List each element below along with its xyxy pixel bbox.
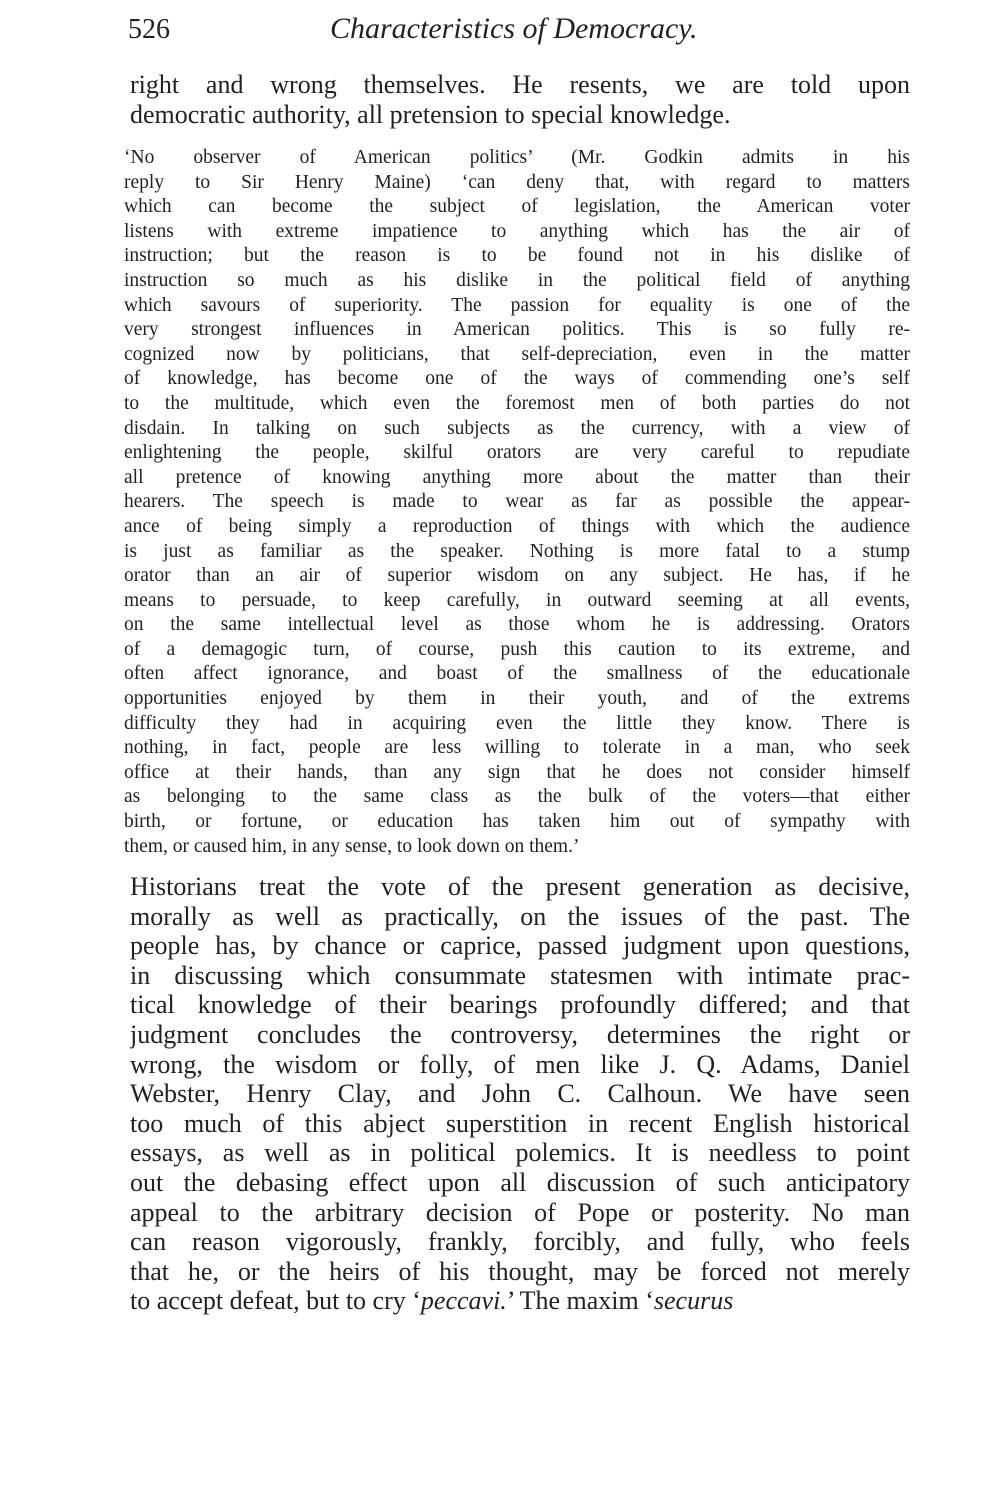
text-line: tical knowledge of their bearings profoundly differed; and that: [130, 990, 910, 1020]
text-line: of knowledge, has become one of the ways of commending one’s self: [124, 368, 910, 390]
text-line: means to persuade, to keep carefully, in outward seeming at all events,: [124, 589, 910, 611]
text-line: judgment concludes the controversy, determines the right or: [130, 1019, 910, 1049]
text-line: essays, as well as in political polemics. It is needless to point: [130, 1138, 910, 1168]
text-line: instruction; but the reason is to be found not in his dislike of: [124, 245, 910, 267]
text-line: democratic authority, all pretension to special knowledge.: [130, 100, 731, 129]
text-line: out the debasing effect upon all discussion of such anticipatory: [130, 1167, 910, 1197]
text-line: nothing, in fact, people are less willing to tolerate in a man, who seek: [124, 737, 910, 759]
text-line: enlightening the people, skilful orators are very careful to repudiate: [124, 442, 910, 464]
text-line: birth, or fortune, or education has taken him out of sympathy with: [124, 811, 910, 833]
text-line: difficulty they had in acquiring even the little they know. There is: [124, 712, 910, 734]
text-line: all pretence of knowing anything more about the matter than their: [124, 466, 910, 488]
text-line: right and wrong themselves. He resents, we are told upon: [130, 70, 910, 99]
text-line: instruction so much as his dislike in the political field of anything: [124, 269, 910, 291]
block-quote: [124, 146, 910, 859]
text-line: can reason vigorously, frankly, forcibly, and fully, who feels: [130, 1227, 910, 1257]
text-line: very strongest influences in American politics. This is so fully re-: [124, 319, 910, 341]
text-line: is just as familiar as the speaker. Nothing is more fatal to a stump: [124, 540, 910, 562]
text-line: hearers. The speech is made to wear as far as possible the appear-: [124, 491, 910, 513]
text-line: to accept defeat, but to cry ‘peccavi.’ The maxim ‘securus: [130, 1286, 734, 1316]
text-line: often affect ignorance, and boast of the smallness of the educationale: [124, 663, 910, 685]
text-line: listens with extreme impatience to anything which has the air of: [124, 220, 910, 242]
text-line: them, or caused him, in any sense, to look down on them.’: [124, 835, 580, 857]
text-line: cognized now by politicians, that self-depreciation, even in the matter: [124, 343, 910, 365]
text-line: reply to Sir Henry Maine) ‘can deny that, with regard to matters: [124, 171, 910, 193]
body-paragraph: [130, 872, 910, 1316]
text-line: office at their hands, than any sign that he does not consider himself: [124, 761, 910, 783]
running-title: Characteristics of Democracy.: [330, 12, 698, 45]
text-line: in discussing which consummate statesmen with intimate prac-: [130, 960, 910, 990]
text-line: too much of this abject superstition in recent English historical: [130, 1108, 910, 1138]
text-line: that he, or the heirs of his thought, may be forced not merely: [130, 1256, 910, 1286]
text-line: wrong, the wisdom or folly, of men like J. Q. Adams, Daniel: [130, 1049, 910, 1079]
text-line: opportunities enjoyed by them in their youth, and of the extrems: [124, 688, 910, 710]
text-line: people has, by chance or caprice, passed judgment upon questions,: [130, 931, 910, 961]
text-line: which can become the subject of legislation, the American voter: [124, 196, 910, 218]
page-number: 526: [128, 14, 170, 45]
intro-paragraph: [130, 70, 910, 130]
text-line: as belonging to the same class as the bulk of the voters—that either: [124, 786, 910, 808]
text-line: Historians treat the vote of the present generation as decisive,: [130, 872, 910, 901]
text-line: Webster, Henry Clay, and John C. Calhoun. We have seen: [130, 1079, 910, 1109]
text-line: orator than an air of superior wisdom on any subject. He has, if he: [124, 565, 910, 587]
text-line: on the same intellectual level as those whom he is addressing. Orators: [124, 614, 910, 636]
text-line: ance of being simply a reproduction of things with which the audience: [124, 515, 910, 537]
text-line: disdain. In talking on such subjects as the currency, with a view of: [124, 417, 910, 439]
text-line: ‘No observer of American politics’ (Mr. Godkin admits in his: [124, 147, 910, 168]
text-line: which savours of superiority. The passion for equality is one of the: [124, 294, 910, 316]
text-line: morally as well as practically, on the issues of the past. The: [130, 901, 910, 931]
text-line: of a demagogic turn, of course, push this caution to its extreme, and: [124, 638, 910, 660]
text-line: to the multitude, which even the foremost men of both parties do not: [124, 392, 910, 414]
text-line: appeal to the arbitrary decision of Pope or posterity. No man: [130, 1197, 910, 1227]
